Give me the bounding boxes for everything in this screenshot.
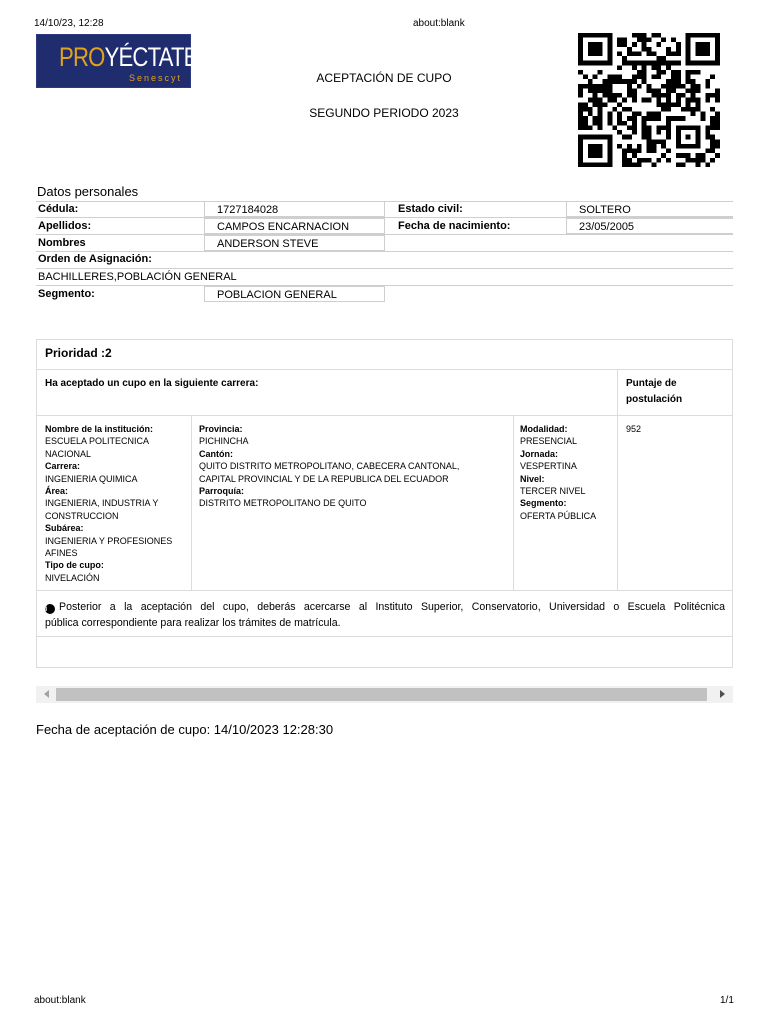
document-period: SEGUNDO PERIODO 2023: [309, 106, 459, 120]
nivel-value: TERCER NIVEL: [520, 486, 586, 497]
orden-asignacion-label: Orden de Asignación:: [38, 253, 152, 265]
proyectate-logo: [36, 34, 198, 88]
fecha-nacimiento-value: 23/05/2005: [566, 218, 733, 234]
priority-title: Prioridad :2: [45, 346, 112, 360]
logo-subtitle: Senescyt: [129, 73, 183, 83]
subarea-value-1: INGENIERIA Y PROFESIONES: [45, 535, 173, 546]
logo-brand: PROYÉCTATE: [59, 42, 198, 72]
provincia-label: Provincia:: [199, 424, 243, 434]
area-label: Área:: [45, 486, 69, 497]
footer-url: about:blank: [34, 995, 86, 1006]
subarea-label: Subárea:: [45, 523, 84, 534]
cedula-label: Cédula:: [38, 203, 79, 215]
apellidos-label: Apellidos:: [38, 220, 92, 232]
apellidos-value: CAMPOS ENCARNACION: [204, 218, 385, 234]
cedula-value: 1727184028: [204, 201, 385, 217]
canton-value-2: CAPITAL PROVINCIAL Y DE LA REPUBLICA DEL ECUADOR: [199, 473, 449, 484]
print-datetime: 14/10/23, 12:28: [34, 18, 104, 29]
nombres-label: Nombres: [38, 237, 86, 249]
canton-label: Cantón:: [199, 448, 233, 459]
info-icon: i: [45, 604, 55, 614]
accepted-career-text: Ha aceptado un cupo en la siguiente carrera:: [45, 378, 259, 389]
institucion-value-2: NACIONAL: [45, 448, 92, 459]
score-value: 952: [626, 424, 642, 434]
estado-civil-label: Estado civil:: [398, 203, 463, 215]
fecha-nacimiento-label: Fecha de nacimiento:: [398, 220, 511, 232]
institution-column: [45, 423, 187, 584]
nivel-label: Nivel:: [520, 473, 545, 484]
scroll-left-arrow-icon[interactable]: [44, 690, 49, 698]
page-number: 1/1: [720, 995, 734, 1006]
orden-asignacion-value: BACHILLERES,POBLACIÓN GENERAL: [38, 271, 237, 283]
area-value-1: INGENIERIA, INDUSTRIA Y: [45, 498, 159, 509]
modality-column: [520, 423, 615, 522]
qr-code: [578, 33, 720, 167]
nombres-value: ANDERSON STEVE: [204, 235, 385, 251]
print-url: about:blank: [413, 18, 465, 29]
modalidad-label: Modalidad:: [520, 424, 568, 434]
segmento-label: Segmento:: [38, 288, 95, 300]
estado-civil-value: SOLTERO: [566, 201, 733, 217]
carrera-label: Carrera:: [45, 461, 81, 472]
segmento-value: POBLACION GENERAL: [204, 286, 385, 302]
acceptance-date: Fecha de aceptación de cupo: 14/10/2023 12:28:30: [36, 722, 334, 737]
carrera-value: INGENIERIA QUIMICA: [45, 473, 138, 484]
notice-line-1: Posterior a la aceptación del cupo, deberás acercarse al Instituto Superior, Conservatorio, Universidad o Escuela Politécnica: [59, 601, 725, 613]
segmento-oferta-value: OFERTA PÚBLICA: [520, 510, 597, 521]
tipo-cupo-value: NIVELACIÓN: [45, 572, 100, 583]
jornada-label: Jornada:: [520, 448, 559, 459]
scrollbar-thumb[interactable]: [56, 688, 707, 701]
segmento-oferta-label: Segmento:: [520, 498, 567, 509]
enrollment-notice: [45, 599, 725, 631]
document-title: ACEPTACIÓN DE CUPO: [316, 71, 452, 85]
parroquia-value: DISTRITO METROPOLITANO DE QUITO: [199, 498, 367, 509]
tipo-cupo-label: Tipo de cupo:: [45, 560, 104, 571]
notice-line-2: pública correspondiente para realizar los trámites de matrícula.: [45, 617, 341, 629]
horizontal-scrollbar[interactable]: [36, 686, 733, 703]
location-column: [199, 423, 509, 510]
area-value-2: CONSTRUCCION: [45, 510, 119, 521]
parroquia-label: Parroquía:: [199, 486, 245, 497]
subarea-value-2: AFINES: [45, 548, 78, 559]
institucion-value-1: ESCUELA POLITECNICA: [45, 436, 150, 447]
section-title-personal: Datos personales: [37, 184, 139, 199]
canton-value-1: QUITO DISTRITO METROPOLITANO, CABECERA CANTONAL,: [199, 461, 460, 472]
scroll-right-arrow-icon[interactable]: [720, 690, 725, 698]
score-header: Puntaje de postulación: [626, 378, 683, 405]
modalidad-value: PRESENCIAL: [520, 436, 578, 447]
jornada-value: VESPERTINA: [520, 461, 577, 472]
institucion-label: Nombre de la institución:: [45, 424, 154, 434]
provincia-value: PICHINCHA: [199, 436, 249, 447]
